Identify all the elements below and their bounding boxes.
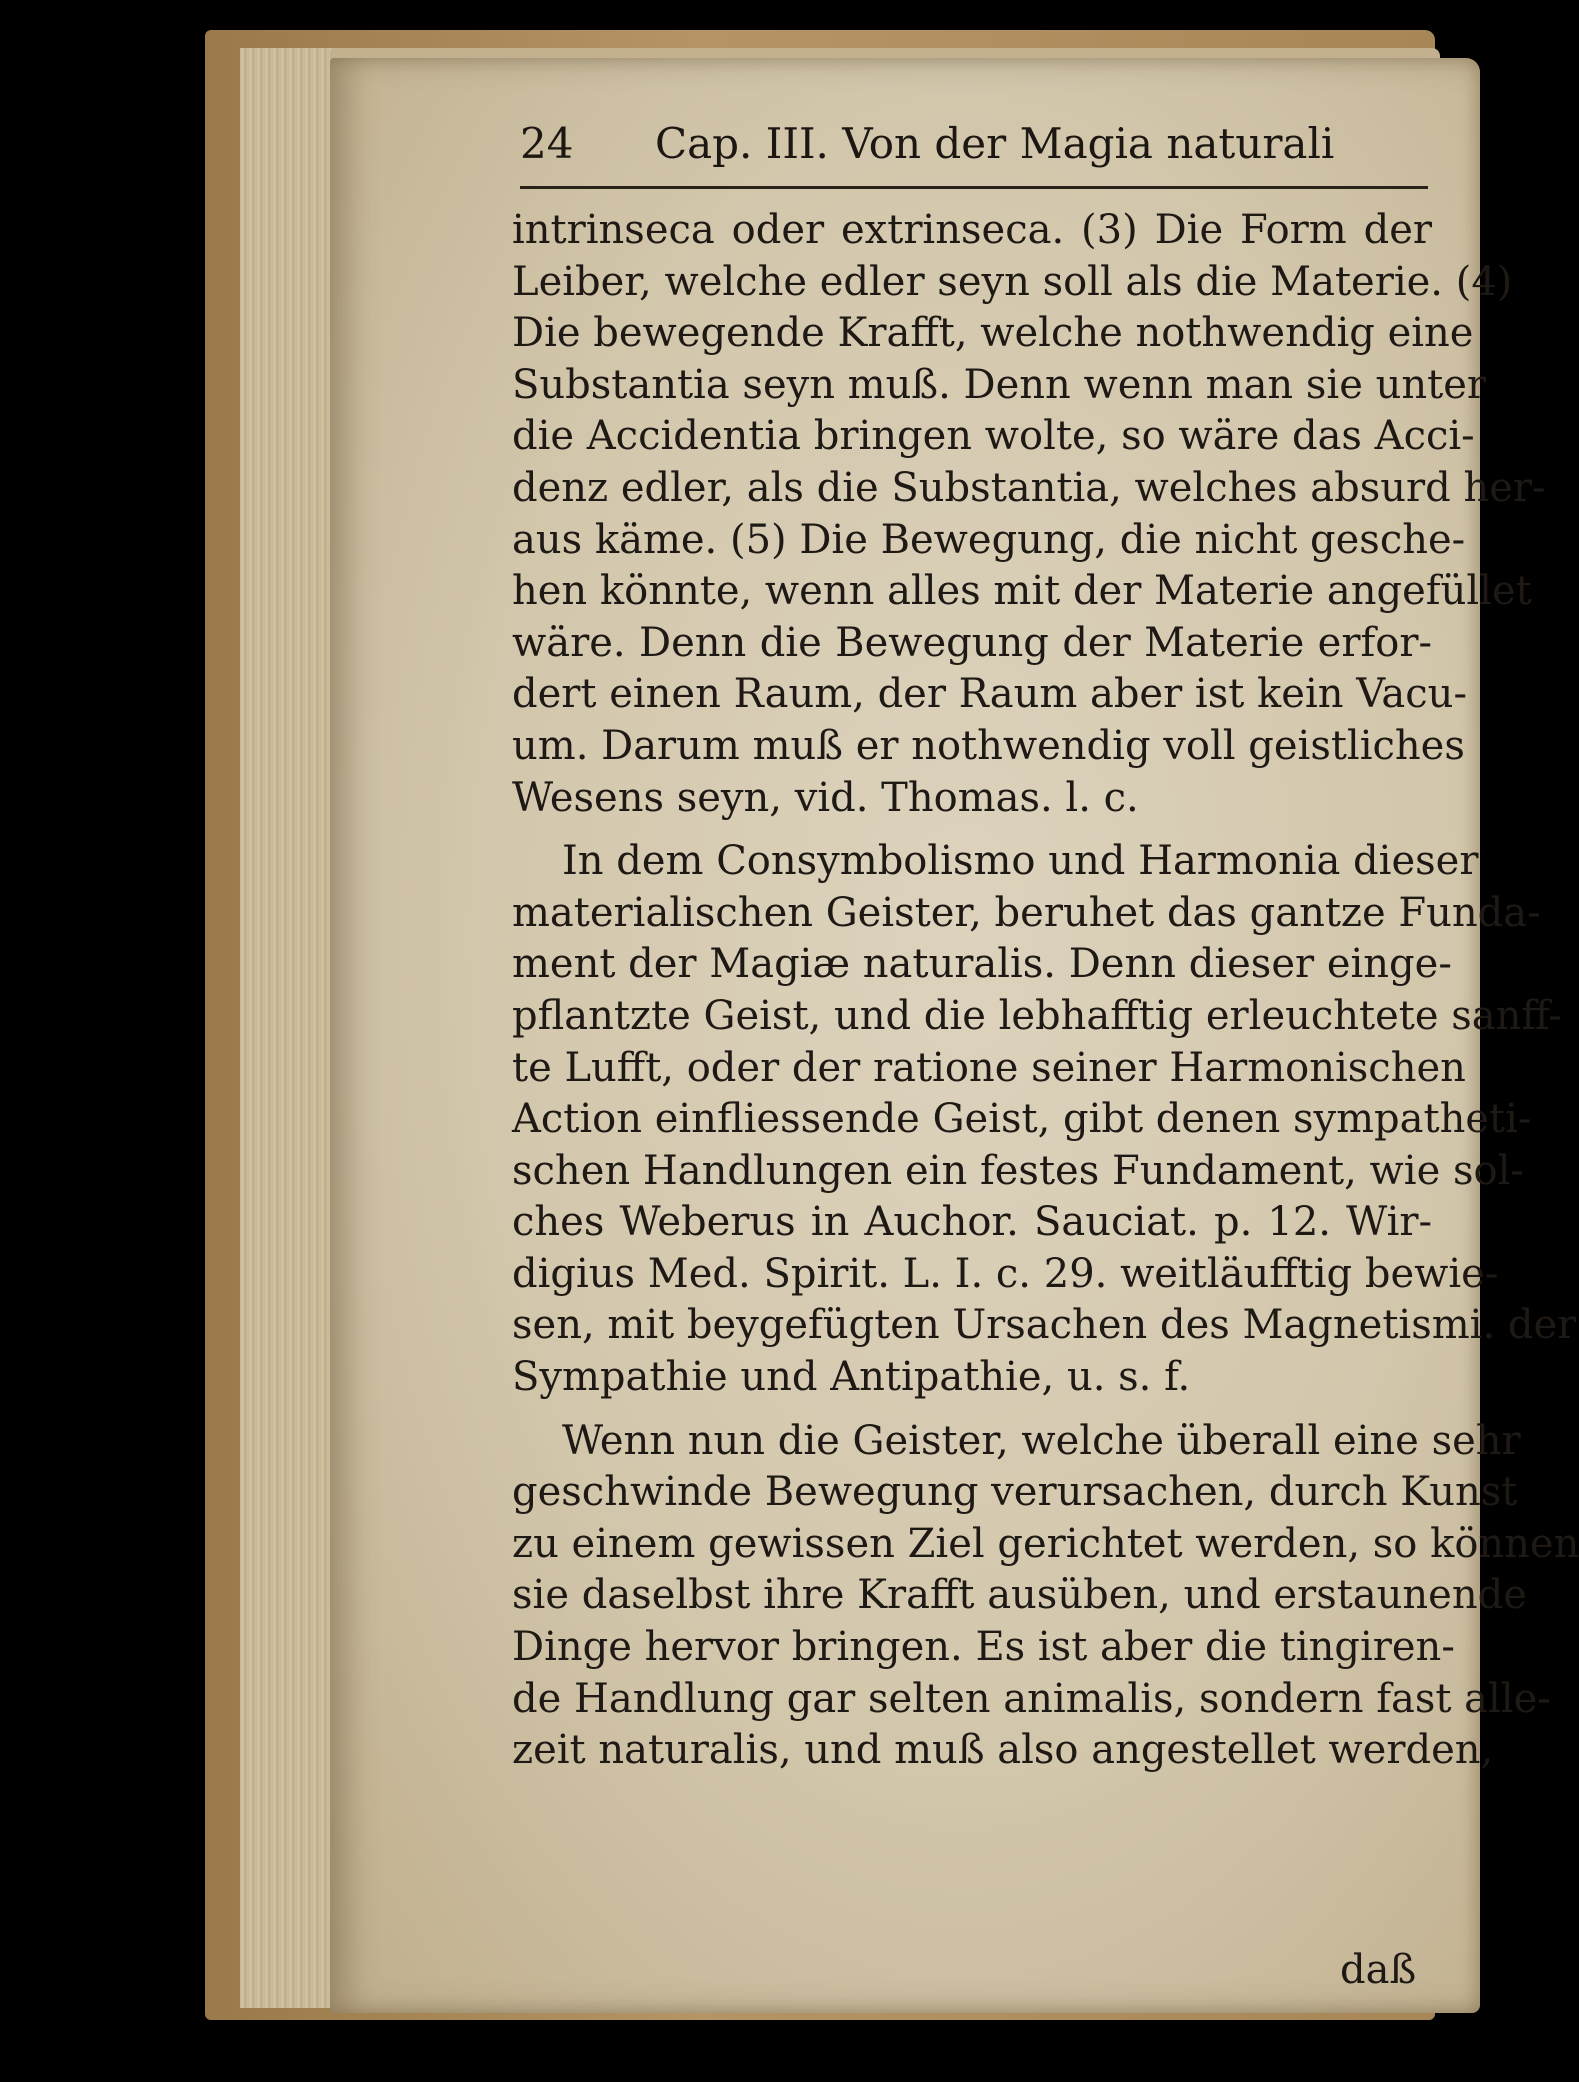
text-line: Wesens seyn, vid. Thomas. l. c. xyxy=(512,774,1139,821)
text-line: Sympathie und Antipathie, u. s. f. xyxy=(512,1354,1191,1401)
text-line: pflantzte Geist, und die lebhafftig erleuchtete sanff- xyxy=(512,992,1562,1039)
text-line: die Accidentia bringen wolte, so wäre das Acci- xyxy=(512,413,1475,460)
text-line: In dem Consymbolismo und Harmonia dieser xyxy=(562,838,1479,885)
text-line: um. Darum muß er nothwendig voll geistliches xyxy=(512,722,1465,769)
text-line: schen Handlungen ein festes Fundament, wie sol- xyxy=(512,1147,1524,1194)
text-line: hen könnte, wenn alles mit der Materie angefüllet xyxy=(512,568,1532,615)
text-line: dert einen Raum, der Raum aber ist kein Vacu- xyxy=(512,671,1467,718)
paragraph xyxy=(512,1416,1579,1777)
text-line: sen, mit beygefügten Ursachen des Magnetismi. der xyxy=(512,1302,1577,1349)
text-line: Leiber, welche edler seyn soll als die Materie. (4) xyxy=(512,258,1513,305)
text-line: te Lufft, oder der ratione seiner Harmonischen xyxy=(512,1044,1466,1091)
paragraph xyxy=(512,836,1577,1404)
running-title: Cap. III. Von der Magia naturali xyxy=(655,119,1335,168)
text-line: digius Med. Spirit. L. I. c. 29. weitläufftig bewie- xyxy=(512,1250,1499,1297)
body-text xyxy=(512,205,1579,1777)
text-line: ment der Magiæ naturalis. Denn dieser einge- xyxy=(512,941,1452,988)
text-line: Substantia seyn muß. Denn wenn man sie unter xyxy=(512,361,1487,408)
text-line: ches Weberus in Auchor. Sauciat. p. 12. Wir- xyxy=(512,1199,1432,1246)
text-line: geschwinde Bewegung verursachen, durch Kunst xyxy=(512,1469,1518,1516)
text-line: Action einfliessende Geist, gibt denen sympatheti- xyxy=(512,1096,1532,1143)
paragraph-gap xyxy=(512,1404,1432,1416)
header-rule xyxy=(520,186,1428,189)
text-line: de Handlung gar selten animalis, sondern fast alle- xyxy=(512,1675,1551,1722)
running-header xyxy=(520,118,1420,170)
text-line: Die bewegende Krafft, welche nothwendig eine xyxy=(512,310,1474,357)
text-line: sie daselbst ihre Krafft ausüben, und erstaunende xyxy=(512,1572,1527,1619)
text-line: aus käme. (5) Die Bewegung, die nicht gesche- xyxy=(512,516,1466,563)
text-line: zeit naturalis, und muß also angestellet werden, xyxy=(512,1727,1494,1774)
text-line: Dinge hervor bringen. Es ist aber die tingiren- xyxy=(512,1624,1455,1671)
text-line: Wenn nun die Geister, welche überall eine sehr xyxy=(562,1417,1521,1464)
paragraph xyxy=(512,205,1546,824)
page-number: 24 xyxy=(520,119,574,168)
paragraph-gap xyxy=(512,824,1432,836)
text-line: denz edler, als die Substantia, welches absurd her- xyxy=(512,464,1546,511)
text-line: intrinseca oder extrinseca. (3) Die Form der xyxy=(512,207,1432,253)
text-line: materialischen Geister, beruhet das gantze Funda- xyxy=(512,889,1541,936)
text-line: wäre. Denn die Bewegung der Materie erfor- xyxy=(512,619,1432,666)
text-line: zu einem gewissen Ziel gerichtet werden, so können xyxy=(512,1520,1579,1567)
catchword: daß xyxy=(1340,1947,1417,1993)
